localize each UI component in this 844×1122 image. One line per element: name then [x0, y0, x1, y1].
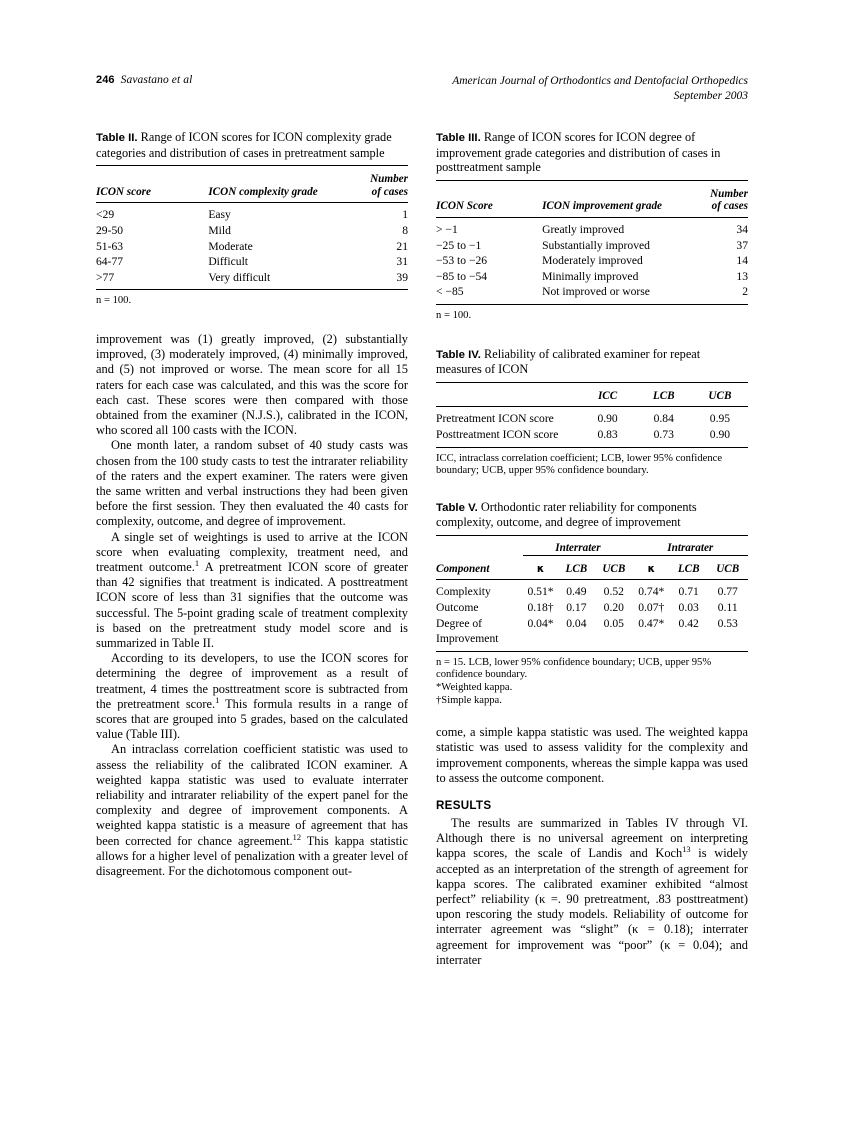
- table-2-block: [96, 130, 408, 308]
- table-5-footnote-star: *Weighted kappa.: [436, 682, 513, 694]
- table-5-r3-c4: [633, 631, 670, 651]
- table-4-r1-c3: 0.90: [709, 427, 731, 441]
- table-4-caption: [436, 347, 748, 377]
- table-5-r0-c5: 0.71: [678, 585, 699, 599]
- table-2: [96, 165, 408, 289]
- left-paragraph-4a: According to its developers, to use the ICON scores for determining the degree of improvement as a result of treatment, 4 times the posttreatment score is subtracted from the pretreatment score.: [96, 651, 408, 711]
- table-3-r2-c2: 14: [736, 254, 748, 268]
- table-2-caption-text: Range of ICON scores for ICON complexity grade categories and distribution of cases in pretreatment sample: [96, 130, 392, 160]
- table-2-caption: [96, 130, 408, 160]
- table-5-note: n = 15. LCB, lower 95% confidence boundary; UCB, upper 95% confidence boundary.: [436, 656, 712, 681]
- table-5-r2-c6: 0.53: [717, 616, 738, 630]
- left-paragraph-4b: This formula results in a range of scores that are grouped into 5 grades, based on the calculated value (Table III).: [96, 696, 408, 742]
- table-5-r1-c2: 0.17: [566, 601, 587, 615]
- table-3-header-cases-line1: Number: [710, 187, 748, 200]
- table-3-header-grade: ICON improvement grade: [542, 200, 663, 213]
- table-5-r0-c2: 0.49: [566, 585, 587, 599]
- table-5-span-blank: [436, 535, 523, 555]
- table-3-header-cases: [686, 180, 748, 217]
- table-row: [436, 284, 748, 304]
- table-5-body: [436, 580, 748, 651]
- table-2-r3-c2: 31: [396, 255, 408, 269]
- left-paragraph-3a: A single set of weightings is used to arrive at the ICON score when evaluating complexity, treatment need, and treatment outcome.: [96, 529, 408, 574]
- table-4-header-icc: ICC: [597, 389, 618, 402]
- table-5-caption-text: Orthodontic rater reliability for components complexity, outcome, and degree of improvement: [436, 499, 697, 530]
- table-5-header-row: [436, 555, 748, 580]
- left-paragraph-3b: A pretreatment ICON score of greater than 42 signifies that treatment is indicated. A posttreatment ICON score of less than 31 signifies that the outcome was successful. The 5-point grading scale of treatment complexity is based on the pretreatment study model score and is summarized in Table II.: [96, 559, 408, 650]
- table-2-header-cases-line2: of cases: [371, 185, 408, 198]
- table-5-r2-component: Degree of: [436, 616, 483, 630]
- running-head: [96, 74, 748, 114]
- table-row: [96, 203, 408, 223]
- table-4-r0-c1: 0.90: [597, 412, 618, 426]
- table-4-header-row: [436, 382, 748, 407]
- table-row: [96, 270, 408, 290]
- table-5: [436, 535, 748, 651]
- table-4-note: ICC, intraclass correlation coefficient; LCB, lower 95% confidence boundary; UCB, upper 95% confidence boundary.: [436, 452, 723, 477]
- table-row: [436, 253, 748, 269]
- journal-title: American Journal of Orthodontics and Dentofacial Orthopedics: [452, 75, 748, 87]
- table-4-number: Table IV.: [436, 348, 481, 361]
- table-5-r0-component: Complexity: [436, 585, 491, 599]
- table-5-r0-c1: 0.51*: [527, 585, 554, 599]
- table-5-r2-c5: 0.42: [678, 616, 699, 630]
- table-2-r2-c2: 21: [396, 239, 408, 253]
- table-4-body: [436, 407, 748, 447]
- results-heading: RESULTS: [436, 799, 492, 813]
- table-3-r1-c2: 37: [736, 238, 748, 252]
- running-head-authors: Savastano et al: [120, 74, 193, 86]
- table-5-number: Table V.: [436, 501, 478, 514]
- table-3-r2-c1: Moderately improved: [542, 254, 643, 268]
- table-2-r4-c2: 39: [396, 270, 408, 284]
- table-3-r4-c1: Not improved or worse: [542, 285, 650, 299]
- page-number: 246: [96, 74, 115, 86]
- table-5-r1-c5: 0.03: [678, 601, 699, 615]
- table-4-r0-c3: 0.95: [709, 412, 731, 426]
- table-5-r1-c3: 0.20: [603, 601, 624, 615]
- table-4-r0-c2: 0.84: [653, 412, 674, 426]
- table-3-r3-c1: Minimally improved: [542, 269, 639, 283]
- left-paragraph-2-text: One month later, a random subset of 40 study casts was chosen from the 100 study casts to test the intrarater reliability of the raters and the expert examiner. The raters were given the same written and verbal instructions they had been given before the first session. They then evaluated the 40 casts for complexity, outcome, and degree of improvement.: [96, 438, 408, 529]
- table-2-header-score: ICON score: [96, 185, 152, 198]
- citation-ref: 13: [682, 845, 691, 855]
- table-3-note: n = 100.: [436, 309, 472, 321]
- table-2-r0-c1: Easy: [208, 208, 231, 222]
- table-5-r0-c4: 0.74*: [638, 585, 665, 599]
- left-paragraph-1: [96, 332, 408, 438]
- running-head-right: [452, 74, 748, 104]
- table-row: [96, 254, 408, 270]
- left-column: [96, 130, 408, 879]
- table-3-header-cases-line2: of cases: [711, 200, 748, 213]
- table-4-r0-c0: Pretreatment ICON score: [436, 412, 554, 426]
- table-3-body: [436, 217, 748, 303]
- table-4-caption-text: Reliability of calibrated examiner for repeat measures of ICON: [436, 346, 701, 377]
- table-4-block: [436, 347, 748, 478]
- table-2-r1-c1: Mild: [208, 223, 231, 237]
- table-row: [436, 427, 748, 447]
- table-5-header-intra-lcb: LCB: [677, 562, 700, 575]
- table-2-body: [96, 203, 408, 289]
- table-5-r3-c6: [707, 631, 748, 651]
- right-paragraph-2b: is widely accepted as an interpretation of the strength of agreement for kappa scores. The calibrated examiner exhibited “almost perfect” reliability (κ =. 90 pretreatment, .83 posttreatment) upon rescoring the study models. Reliability of outcome for interrater agreement was “slight” (κ = 0.18); interrater agreement for improvement was “poor” (κ = 0.04); and interrater: [436, 846, 748, 967]
- table-row: [436, 600, 748, 616]
- table-row: [436, 269, 748, 285]
- table-5-r2-c4: 0.47*: [638, 616, 665, 630]
- table-2-header-row: [96, 166, 408, 203]
- right-paragraph-2: [436, 816, 748, 968]
- table-5-r1-c6: 0.11: [717, 601, 738, 615]
- table-3: [436, 180, 748, 304]
- left-paragraph-4: [96, 651, 408, 742]
- table-row: [436, 238, 748, 254]
- table-5-block: [436, 500, 748, 708]
- left-paragraph-5: [96, 742, 408, 879]
- left-paragraph-5a: An intraclass correlation coefficient statistic was used to assess the reliability of the calibrated ICON examiner. A weighted kappa statistic was used to evaluate interrater reliability and intrarater reliability of the expert panel for the complexity and degree of improvement components. A weighted kappa statistic is a measure of agreement that has been corrected for chance agreement.: [96, 742, 408, 848]
- table-5-r1-c1: 0.18†: [527, 601, 554, 615]
- table-5-header-intra-kappa: κ: [647, 562, 655, 575]
- right-paragraph-1-text: come, a simple kappa statistic was used. The weighted kappa statistic was used to assess validity for the complexity and improvement components, whereas the simple kappa was used to assess the outcome component.: [436, 725, 748, 785]
- table-5-footnote-dagger: †Simple kappa.: [436, 694, 502, 706]
- citation-ref: 1: [194, 558, 200, 568]
- table-3-r3-c0: −85 to −54: [436, 269, 488, 283]
- table-5-r2-component-cont: Improvement: [436, 632, 499, 646]
- table-3-header-row: [436, 180, 748, 217]
- right-column: [436, 130, 748, 968]
- table-3-header-score: ICON Score: [436, 200, 493, 213]
- table-5-span-interrater: Interrater: [523, 535, 632, 555]
- table-2-r2-c1: Moderate: [208, 239, 253, 253]
- table-5-r3-c2: [558, 631, 595, 651]
- table-2-r3-c0: 64-77: [96, 255, 124, 269]
- table-3-r2-c0: −53 to −26: [436, 254, 488, 268]
- table-2-number: Table II.: [96, 132, 138, 144]
- table-3-r4-c0: < −85: [436, 285, 464, 299]
- table-3-number: Table III.: [436, 132, 481, 144]
- table-5-span-intrarater: Intrarater: [633, 535, 748, 555]
- table-2-header-grade: ICON complexity grade: [208, 185, 318, 198]
- left-paragraph-1-text: improvement was (1) greatly improved, (2) substantially improved, (3) moderately improved, (4) minimally improved, and (5) not improved or worse. The mean score for all 15 raters for each case was calculated, and this was the score for each cast. These scores were then compared with those obtained from the examiner (N.J.S.), calibrated in the ICON, who scored all 100 casts with the ICON.: [96, 331, 408, 438]
- table-5-span-row: [436, 535, 748, 555]
- table-5-caption: [436, 500, 748, 530]
- table-3-r0-c0: > −1: [436, 222, 458, 236]
- table-5-r3-c5: [670, 631, 707, 651]
- citation-ref: 1: [215, 695, 220, 705]
- table-5-header-inter-ucb: UCB: [602, 562, 626, 575]
- table-3-r3-c2: 13: [736, 269, 748, 283]
- table-row: [96, 239, 408, 255]
- running-head-left: [96, 74, 192, 86]
- table-4-r1-c1: 0.83: [597, 427, 618, 441]
- left-paragraph-3: [96, 530, 408, 652]
- table-5-header-component: Component: [436, 562, 490, 575]
- table-2-r1-c2: 8: [402, 223, 408, 237]
- table-3-r1-c0: −25 to −1: [436, 238, 482, 252]
- table-5-r3-c1: [523, 631, 557, 651]
- table-2-r0-c0: <29: [96, 208, 115, 222]
- table-4-header-lcb: LCB: [652, 389, 675, 402]
- table-row-continuation: [436, 631, 748, 651]
- table-5-r1-c4: 0.07†: [638, 601, 665, 615]
- table-4: [436, 382, 748, 447]
- left-paragraph-2: [96, 438, 408, 529]
- table-4-header-ucb: UCB: [708, 389, 732, 402]
- table-5-r2-c3: 0.05: [603, 616, 624, 630]
- citation-ref: 12: [292, 832, 302, 842]
- table-2-r3-c1: Difficult: [208, 255, 249, 269]
- table-2-header-cases-line1: Number: [370, 173, 408, 186]
- table-3-r4-c2: 2: [742, 285, 748, 299]
- right-paragraph-1: [436, 725, 748, 786]
- table-2-r0-c2: 1: [402, 208, 408, 222]
- table-2-note: n = 100.: [96, 295, 132, 307]
- table-2-r2-c0: 51-63: [96, 239, 124, 253]
- table-row: [436, 217, 748, 237]
- table-4-r1-c0: Posttreatment ICON score: [436, 427, 559, 441]
- table-5-r2-c1: 0.04*: [527, 616, 554, 630]
- table-row: [436, 407, 748, 427]
- table-5-header-intra-ucb: UCB: [716, 562, 740, 575]
- right-paragraph-2a: The results are summarized in Tables IV through VI. Although there is no universal agreement on interpreting kappa scores, the scale of Landis and Koch: [436, 816, 748, 861]
- left-paragraph-5b: This kappa statistic allows for a higher level of penalization with a greater level of disagreement. For the dichotomous component out-: [96, 833, 408, 879]
- table-2-r4-c1: Very difficult: [208, 270, 271, 284]
- table-row: [436, 616, 748, 632]
- table-row: [96, 223, 408, 239]
- table-2-header-cases: [346, 166, 408, 203]
- issue-date: September 2003: [673, 90, 748, 102]
- table-5-r0-c3: 0.52: [603, 585, 624, 599]
- table-5-header-inter-lcb: LCB: [565, 562, 588, 575]
- table-5-r1-component: Outcome: [436, 601, 479, 615]
- table-3-caption: [436, 130, 748, 175]
- table-4-header-blank: [436, 382, 580, 407]
- table-5-r2-c2: 0.04: [566, 616, 587, 630]
- table-row: [436, 580, 748, 600]
- table-3-caption-text: Range of ICON scores for ICON degree of improvement grade categories and distribution of cases in posttreatment sample: [436, 130, 721, 175]
- table-5-header-inter-kappa: κ: [536, 562, 545, 575]
- table-5-r0-c6: 0.77: [717, 585, 738, 599]
- table-2-r1-c0: 29-50: [96, 223, 124, 237]
- table-3-r0-c1: Greatly improved: [542, 222, 625, 236]
- table-3-block: [436, 130, 748, 323]
- table-4-r1-c2: 0.73: [653, 427, 674, 441]
- table-2-r4-c0: >77: [96, 270, 115, 284]
- table-3-r1-c1: Substantially improved: [542, 238, 650, 252]
- table-5-r3-c3: [595, 631, 632, 651]
- table-3-r0-c2: 34: [736, 222, 748, 236]
